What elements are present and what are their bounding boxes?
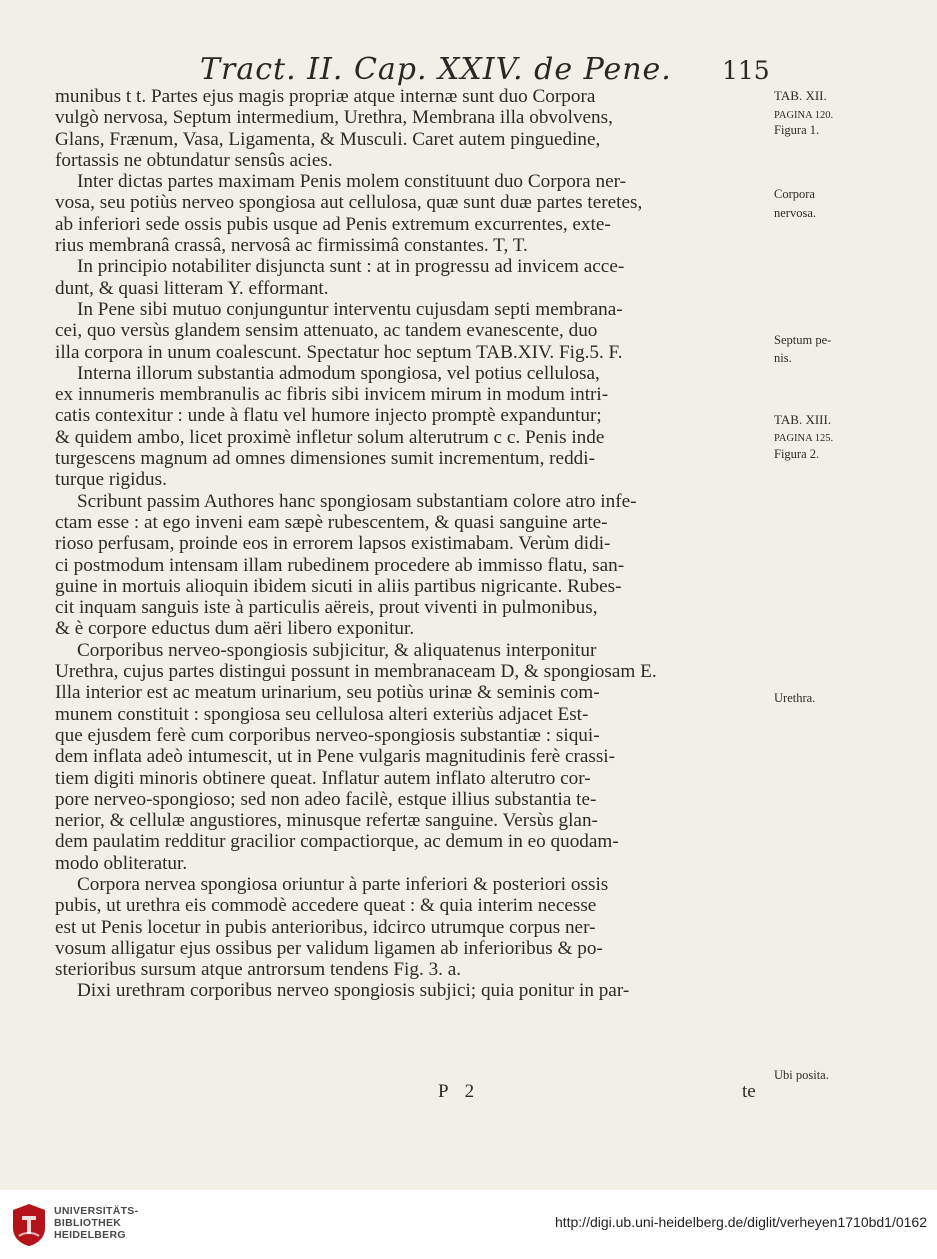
text-line: guine in mortuis alioquin ibidem sicuti in aliis partibus nigricante. Rubes- — [55, 575, 622, 597]
text-line: catis contexitur : unde à flatu vel humore injecto promptè expanduntur; — [55, 405, 602, 427]
text-line: tiem digiti minoris obtinere queat. Inflatur autem inflato alterutro cor- — [55, 767, 591, 789]
margin-note: Urethra. — [774, 691, 816, 705]
text-line: rius membranâ crassâ, nervosâ ac firmissimâ constantes. T, T. — [55, 235, 528, 257]
margin-note: nis. — [774, 351, 792, 365]
text-line: & è corpore eductus dum aëri libero exponitur. — [55, 618, 415, 640]
body-text — [55, 86, 767, 1002]
page-number: 115 — [722, 56, 770, 85]
text-line: dem paulatim redditur gracilior compactiorque, ac demum in eo quodam- — [55, 831, 619, 853]
text-line: Inter dictas partes maximam Penis molem constituunt duo Corpora ner- — [77, 171, 626, 193]
library-name-line: BIBLIOTHEK — [54, 1217, 122, 1229]
text-line: dunt, & quasi litteram Y. efformant. — [55, 277, 329, 299]
text-line: modo obliteratur. — [55, 852, 188, 874]
catchword: te — [742, 1081, 756, 1102]
text-line: vosa, seu potiùs nerveo spongiosa aut cellulosa, quæ sunt duæ partes teretes, — [55, 192, 643, 214]
margin-note: Figura 2. — [774, 447, 820, 461]
text-line: & quidem ambo, licet proximè infletur solum alterutrum c c. Penis inde — [55, 426, 605, 448]
library-name — [54, 1205, 174, 1241]
text-line: Corporibus nerveo-spongiosis subjicitur, & aliquatenus interponitur — [77, 639, 597, 661]
page-footer — [0, 1081, 937, 1109]
text-line: Illa interior est ac meatum urinarium, seu potiùs urinæ & seminis com- — [55, 682, 600, 704]
margin-note: PAGINA 125. — [774, 433, 834, 444]
text-line: turgescens magnum ad omnes dimensiones sumit incrementum, reddi- — [55, 448, 595, 470]
source-url-link[interactable]: http://digi.ub.uni-heidelberg.de/diglit/verheyen1710bd1/0162 — [554, 1214, 927, 1230]
margin-note: PAGINA 120. — [774, 110, 834, 121]
text-line: munibus t t. Partes ejus magis propriæ atque internæ sunt duo Corpora — [55, 86, 596, 107]
margin-note: Septum pe- — [774, 333, 832, 347]
text-line: Interna illorum substantia admodum spongiosa, vel potius cellulosa, — [77, 362, 600, 384]
margin-note: Corpora — [774, 187, 815, 201]
text-line: fortassis ne obtundatur sensûs acies. — [55, 149, 333, 171]
text-line: est ut Penis locetur in pubis anterioribus, idcirco utrumque corpus ner- — [55, 916, 596, 938]
university-seal-icon — [10, 1202, 48, 1248]
text-line: In principio notabiliter disjuncta sunt : at in progressu ad invicem acce- — [77, 256, 625, 278]
text-line: illa corpora in unum coalescunt. Spectatur hoc septum TAB.XIV. Fig.5. F. — [55, 341, 623, 363]
text-line: munem constituit : spongiosa seu cellulosa alteri exteriùs adjacet Est- — [55, 703, 589, 725]
text-line: Corpora nervea spongiosa oriuntur à parte inferiori & posteriori ossis — [77, 873, 609, 895]
text-line: que ejusdem ferè cum corporibus nerveo-spongiosis substantiæ : siqui- — [55, 724, 600, 746]
library-name-line: HEIDELBERG — [54, 1229, 126, 1241]
text-line: cei, quo versùs glandem sensim attenuato, ac tandem evanescente, duo — [55, 320, 598, 342]
text-line: sterioribus sursum atque antrorsum tendens Fig. 3. a. — [55, 959, 462, 981]
text-line: pubis, ut urethra eis commodè accedere queat : & quia interim necesse — [55, 895, 597, 917]
text-line: vulgò nervosa, Septum intermedium, Urethra, Membrana illa obvolvens, — [55, 107, 613, 129]
text-line: pore nerveo-spongioso; sed non adeo facilè, estque illius substantia te- — [55, 788, 597, 810]
text-line: vosum alligatur ejus ossibus per validum ligamen ab inferioribus & po- — [55, 937, 603, 959]
library-name-line: UNIVERSITÄTS- — [54, 1205, 139, 1217]
library-footer-bar — [0, 1190, 937, 1259]
text-line: rioso perfusam, proinde eos in errorem lapsos existimabam. Verùm didi- — [55, 533, 611, 555]
running-title: Tract. II. Cap. XXIV. de Pene. — [200, 52, 672, 87]
text-line: ci postmodum intensam illam rubedinem procedere ab immisso flatu, san- — [55, 554, 625, 576]
signature-mark: P 2 — [438, 1081, 481, 1102]
text-line: ab inferiori sede ossis pubis usque ad Penis extremum excurrentes, exte- — [55, 213, 611, 235]
text-line: turque rigidus. — [55, 469, 167, 491]
margin-note: Figura 1. — [774, 123, 820, 137]
margin-note: TAB. XII. — [774, 88, 827, 103]
text-line: Scribunt passim Authores hanc spongiosam substantiam colore atro infe- — [77, 490, 637, 512]
text-line: ctam esse : at ego inveni eam sæpè rubescentem, & quasi sanguine arte- — [55, 511, 608, 533]
text-line: Dixi urethram corporibus nerveo spongiosis subjici; quia ponitur in par- — [77, 980, 630, 1002]
text-line: In Pene sibi mutuo conjunguntur interventu cujusdam septi membrana- — [77, 298, 623, 320]
text-line: ex innumeris membranulis ac fibris sibi invicem mirum in modum intri- — [55, 384, 609, 406]
margin-note: Ubi posita. — [774, 1068, 829, 1082]
text-line: nerior, & cellulæ angustiores, minusque refertæ sanguine. Versùs glan- — [55, 810, 598, 832]
text-line: dem inflata adeò intumescit, ut in Pene vulgaris magnitudinis ferè crassi- — [55, 746, 616, 768]
text-line: Urethra, cujus partes distingui possunt in membranaceam D, & spongiosam E. — [55, 661, 657, 683]
text-line: Glans, Frænum, Vasa, Ligamenta, & Musculi. Caret autem pinguedine, — [55, 128, 601, 150]
margin-note: nervosa. — [774, 206, 816, 220]
margin-note: TAB. XIII. — [774, 412, 832, 427]
text-line: cit inquam sanguis iste à particulis aëreis, prout viventi in pulmonibus, — [55, 597, 598, 619]
